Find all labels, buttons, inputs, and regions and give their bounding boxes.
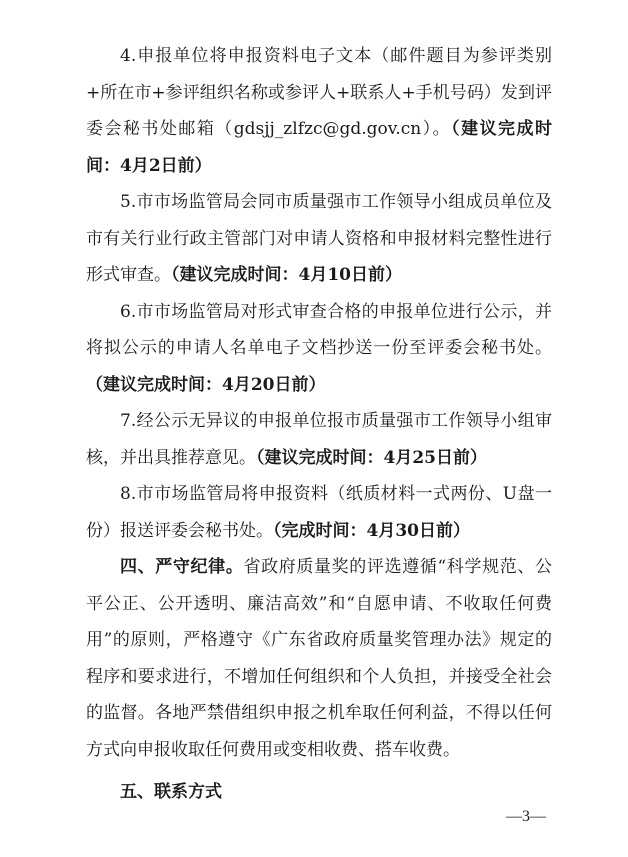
item-text: 6.市市场监管局对形式审查合格的申报单位进行公示，并将拟公示的申请人名单电子文档抄送一份至评委会秘书处。 [86, 301, 552, 358]
list-item [86, 184, 552, 294]
item-text: 8.市市场监管局将申报资料（纸质材料一式两份、U盘一份）报送评委会秘书处。 [86, 484, 552, 541]
list-item [86, 294, 552, 404]
section-body: 省政府质量奖的评选遵循“科学规范、公平公正、公开透明、廉洁高效”和“自愿申请、不收取任何费用”的原则，严格遵守《广东省政府质量奖管理办法》规定的程序和要求进行，不增加任何组织和个人负担，并接受全社会的监督。各地严禁借组织申报之机牟取任何利益，不得以任何方式向申报收取任何费用或变相收费、搭车收费。 [86, 557, 552, 760]
deadline-note: （建议完成时间：4月25日前） [256, 447, 487, 468]
section-heading: 四、严守纪律。 [120, 557, 244, 577]
list-item [86, 38, 552, 184]
document-body [86, 38, 552, 811]
deadline-note: （建议完成时间：4月20日前） [86, 374, 326, 395]
page-number: —3— [506, 808, 546, 825]
deadline-note: （建议完成时间：4月2日前） [86, 119, 552, 176]
list-item [86, 476, 552, 549]
list-item [86, 403, 552, 476]
item-text: 5.市市场监管局会同市质量强市工作领导小组成员单位及市有关行业行政主管部门对申请人资格和申报材料完整性进行形式审查。 [86, 192, 552, 285]
deadline-note: （建议完成时间：4月10日前） [171, 265, 402, 285]
section-contact [86, 774, 552, 811]
section-discipline [86, 549, 552, 768]
section-heading: 五、联系方式 [120, 782, 222, 802]
item-text: 7.经公示无异议的申报单位报市质量强市工作领导小组审核，并出具推荐意见。 [86, 411, 552, 468]
deadline-note: （完成时间：4月30日前） [273, 520, 470, 541]
item-text: 4.申报单位将申报资料电子文本（邮件题目为参评类别+所在市+参评组织名称或参评人+联系人+手机号码）发到评委会秘书处邮箱（gdsjj_zlfzc@gd.gov.cn）。 [86, 46, 552, 139]
